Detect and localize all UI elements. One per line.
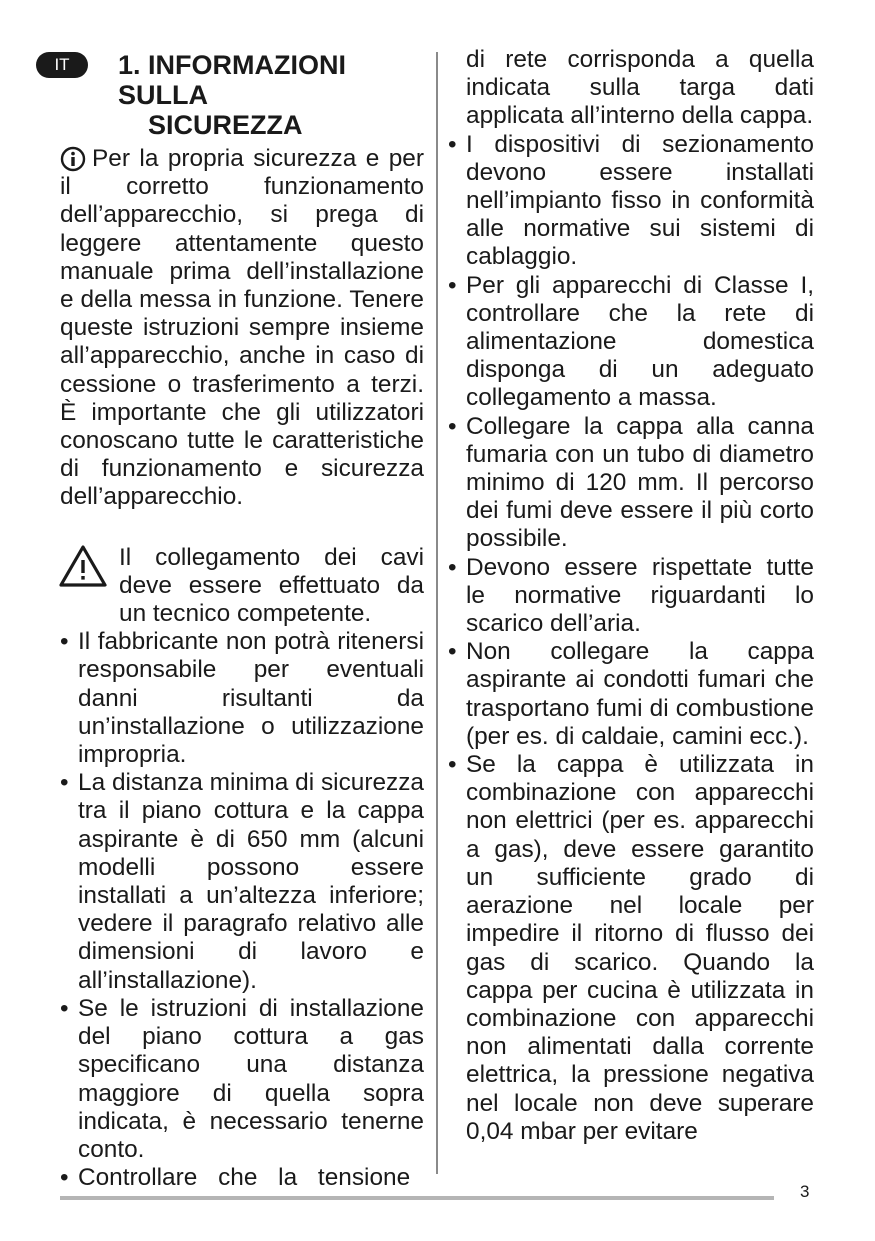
right-bullet-list <box>448 131 814 1146</box>
warning-icon <box>58 544 108 588</box>
column-divider <box>436 52 438 1174</box>
bullet-dot: • <box>448 412 457 440</box>
warning-text: Il collegamento dei cavi deve essere effettuato da un tecnico competente. <box>119 543 424 628</box>
list-item: • Devono essere rispettate tutte le normative riguardanti lo scarico dell’aria. <box>448 553 814 638</box>
left-column <box>54 46 424 1192</box>
list-item: • La distanza minima di sicurezza tra il piano cottura e la cappa aspirante è di 650 mm (alcuni modelli possono essere installati a un’altezza inferiore; vedere il paragrafo relativo alle dimensioni di lavoro e all’installazione). <box>60 769 424 994</box>
bullet-dot: • <box>448 553 457 581</box>
bullet-dot: • <box>60 994 69 1022</box>
list-item: • Se la cappa è utilizzata in combinazione con apparecchi non elettrici (per es. apparecchi a gas), deve essere garantito un sufficiente grado di aerazione nel locale per impedire il ritorno di flusso dei gas di scarico. Quando la cappa per cucina è utilizzata in combinazione con apparecchi non alimentati dalla corrente elettrica, la pressione negativa nel locale non deve superare 0,04 mbar per evitare <box>448 751 814 1145</box>
heading-line-1: 1. INFORMAZIONI SULLA <box>118 50 346 110</box>
bullet-dot: • <box>60 628 69 656</box>
bullet-dot: • <box>448 751 457 779</box>
continued-text: di rete corrisponda a quella indicata sulla targa dati applicata all’interno della cappa. <box>466 46 814 130</box>
footer-rule <box>60 1196 774 1200</box>
warning-note <box>60 544 424 629</box>
page-number: 3 <box>800 1182 810 1201</box>
list-item: • Controllare che la tensione <box>60 1164 411 1192</box>
language-badge: IT <box>36 52 88 78</box>
right-column <box>448 46 814 1146</box>
heading-line-2: SICUREZZA <box>148 110 303 140</box>
intro-paragraph <box>60 145 424 512</box>
bullet-dot: • <box>60 769 69 797</box>
list-item: • I dispositivi di sezionamento devono essere installati nell’impianto fisso in conformità alle normative sui sistemi di cablaggio. <box>448 130 814 271</box>
bullet-dot: • <box>448 271 457 299</box>
section-heading <box>54 50 424 140</box>
info-icon <box>60 146 86 172</box>
left-bullet-list <box>60 628 424 1192</box>
list-item: • Il fabbricante non potrà ritenersi responsabile per eventuali danni risultanti da un’installazione o utilizzazione impropria. <box>60 628 424 769</box>
list-item: • Se le istruzioni di installazione del piano cottura a gas specificano una distanza maggiore di quella sopra indicata, è necessario tenerne conto. <box>60 994 424 1163</box>
intro-text: Per la propria sicurezza e per il corretto funzionamento dell’apparecchio, si prega di leggere attentamente questo manuale prima dell’installazione e della messa in funzione. Tenere queste istruzioni sempre insieme all’apparecchio, anche in caso di cessione o trasferimento a terzi. È importante che gli utilizzatori conoscano tutte le caratteristiche di funzionamento e sicurezza dell’apparecchio. <box>60 145 424 511</box>
bullet-dot: • <box>448 638 457 666</box>
list-item: • Per gli apparecchi di Classe I, controllare che la rete di alimentazione domestica disponga di un adeguato collegamento a massa. <box>448 271 814 412</box>
bullet-dot: • <box>448 130 457 158</box>
list-item: • Collegare la cappa alla canna fumaria con un tubo di diametro minimo di 120 mm. Il percorso dei fumi deve essere il più corto possibile. <box>448 412 814 553</box>
list-item: • Non collegare la cappa aspirante ai condotti fumari che trasportano fumi di combustione (per es. di caldaie, camini ecc.). <box>448 638 814 750</box>
bullet-dot: • <box>60 1164 69 1192</box>
